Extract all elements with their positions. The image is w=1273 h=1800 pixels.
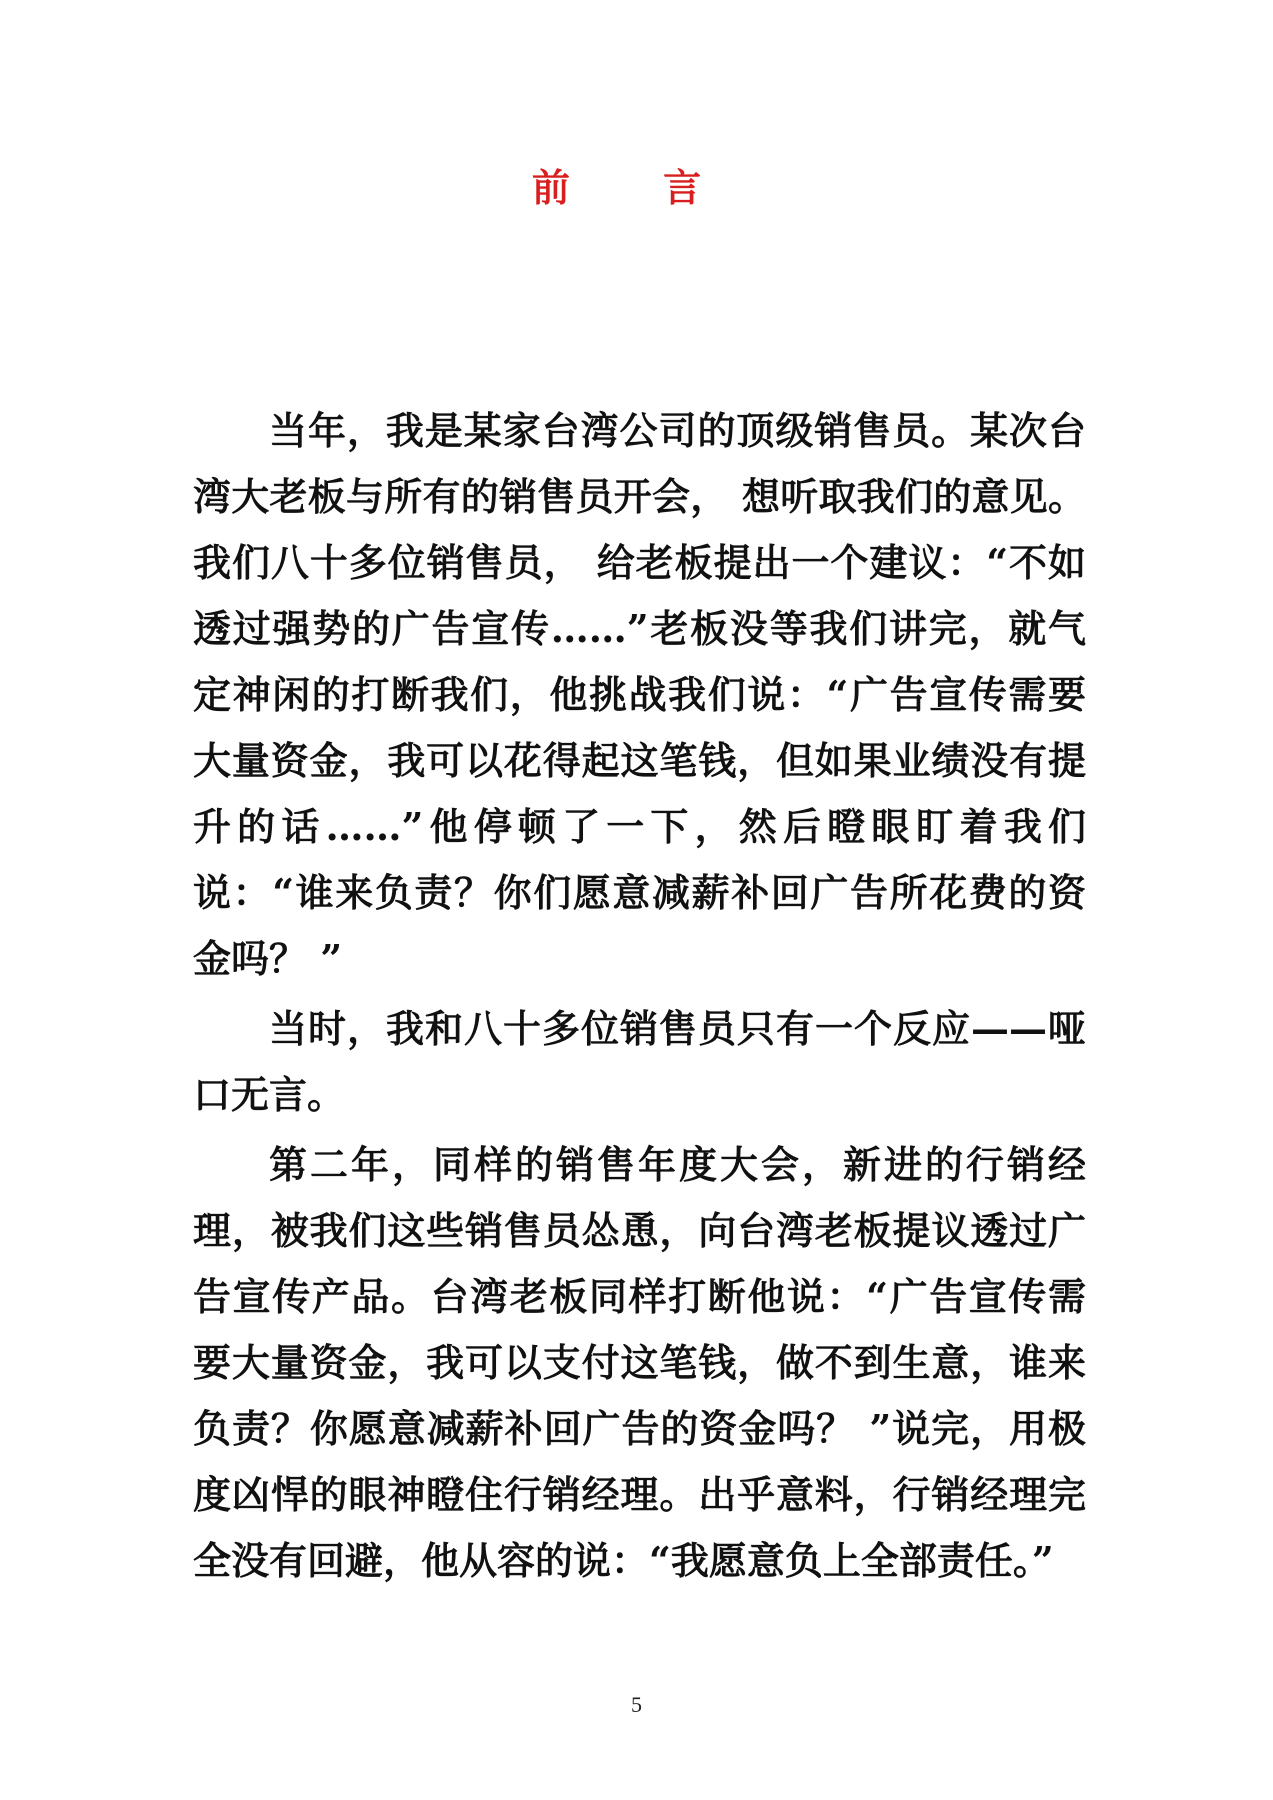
- paragraph-1: 当年，我是某家台湾公司的顶级销售员。某次台湾大老板与所有的销售员开会， 想听取我们的意见。我们八十多位销售员， 给老板提出一个建议：“不如透过强势的广告宣传……”老板没等我们讲完，就气定神闲的打断我们，他挑战我们说：“广告宣传需要大量资金，我可以花得起这笔钱，但如果业绩没有提升的话……”他停顿了一下，然后瞪眼盯着我们说：“谁来负责？你们愿意减薪补回广告所花费的资金吗？ ”: [193, 408, 1086, 981]
- paragraph-3: 第二年，同样的销售年度大会，新进的行销经理，被我们这些销售员怂恿，向台湾老板提议透过广告宣传产品。台湾老板同样打断他说：“广告宣传需要大量资金，我可以支付这笔钱，做不到生意，谁来负责？你愿意减薪补回广告的资金吗？ ”说完，用极度凶悍的眼神瞪住行销经理。出乎意料，行销经理完全没有回避，他从容的说：“我愿意负上全部责任。”: [193, 1142, 1086, 1583]
- document-body: [193, 398, 1086, 1594]
- paragraph-2: 当时，我和八十多位销售员只有一个反应——哑口无言。: [193, 1006, 1086, 1117]
- page-number: 5: [631, 1692, 642, 1717]
- page-title: 前 言: [531, 165, 742, 210]
